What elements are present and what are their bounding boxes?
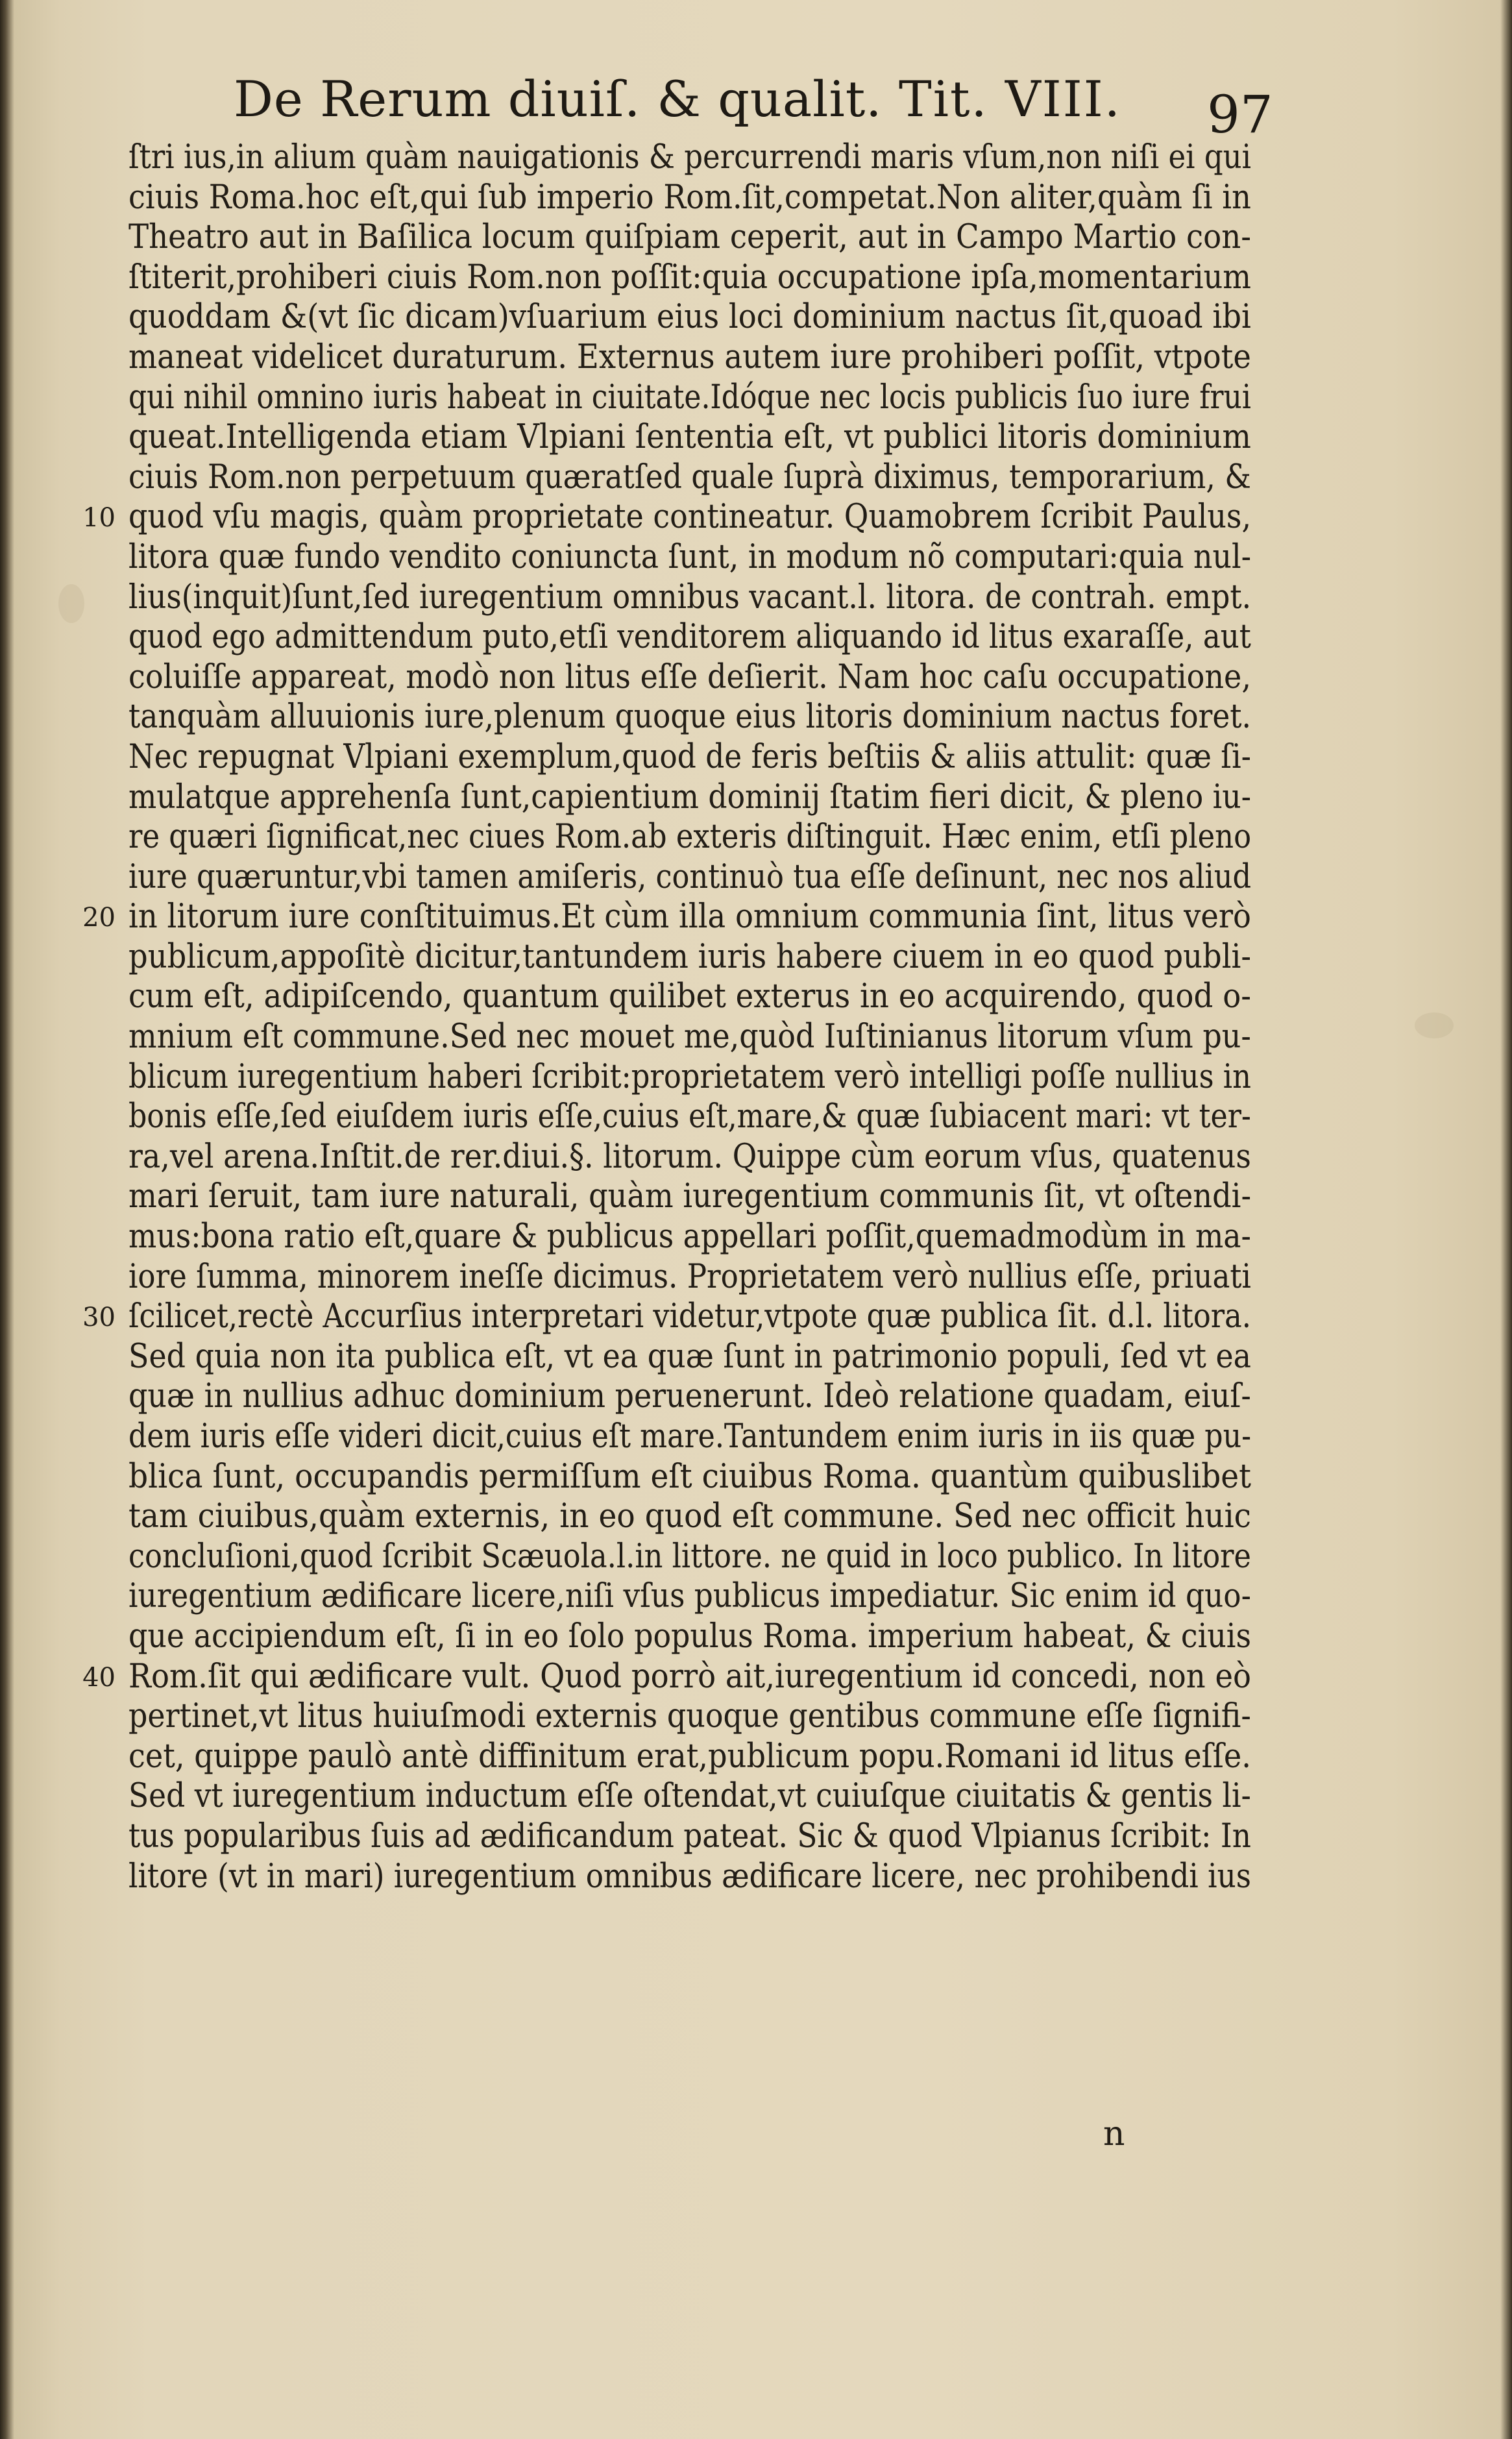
line-text: in litorum iure conſtituimus.Et cùm illa omnium communia ſint, litus verò <box>128 898 1251 937</box>
text-line <box>128 937 1348 977</box>
text-line <box>128 1617 1348 1657</box>
text-line <box>128 1817 1348 1857</box>
line-text: cum eſt, adipiſcendo, quantum quilibet exterus in eo acquirendo, quod o- <box>128 977 1252 1016</box>
line-text: quod vſu magis, quàm proprietate contineatur. Quamobrem ſcribit Paulus, <box>128 498 1252 537</box>
line-text: ſtiterit,prohiberi ciuis Rom.non poſſit:quia occupatione ipſa,momentarium <box>128 258 1252 297</box>
text-line <box>128 1857 1348 1897</box>
line-text: Nec repugnat Vlpiani exemplum,quod de feris beſtiis & aliis attulit: quæ ſi- <box>128 737 1251 776</box>
line-text: re quæri ſignificat,nec ciues Rom.ab exteris diſtinguit. Hæc enim, etſi pleno <box>128 818 1252 857</box>
text-line <box>82 1657 1348 1697</box>
text-line <box>128 258 1348 298</box>
line-text: tus popularibus ſuis ad ædificandum pateat. Sic & quod Vlpianus ſcribit: In <box>128 1817 1251 1856</box>
line-text: queat.Intelligenda etiam Vlpiani ſententia eſt, vt publici litoris dominium <box>128 418 1251 457</box>
line-number: 40 <box>82 1662 116 1693</box>
line-text: maneat videlicet duraturum. Externus autem iure prohiberi poſſit, vtpote <box>128 337 1251 376</box>
text-line <box>128 1737 1348 1777</box>
line-text: pertinet,vt litus huiuſmodi externis quoque gentibus commune eſſe ſignifi- <box>128 1697 1251 1736</box>
line-text: Theatro aut in Baſilica locum quiſpiam ceperit, aut in Campo Martio con- <box>128 218 1252 257</box>
line-text: quod ego admittendum puto,etſi venditorem aliquando id litus exaraſſe, aut <box>128 618 1251 657</box>
text-line <box>128 1137 1348 1177</box>
text-line <box>128 1417 1348 1457</box>
line-text: publicum,appoſitè dicitur,tantundem iuris habere ciuem in eo quod publi- <box>128 937 1252 976</box>
text-line <box>128 1576 1348 1617</box>
text-line <box>128 977 1348 1017</box>
text-line <box>128 1377 1348 1417</box>
text-line <box>128 817 1348 857</box>
text-line <box>128 217 1348 258</box>
line-text: litora quæ fundo vendito coniuncta ſunt, in modum nõ computari:quia nul- <box>128 537 1252 576</box>
running-head <box>234 70 1278 145</box>
line-text: Sed quia non ita publica eſt, vt ea quæ ſunt in patrimonio populi, ſed vt ea <box>128 1337 1252 1376</box>
text-line <box>128 1217 1348 1257</box>
line-text: ſcilicet,rectè Accurſius interpretari videtur,vtpote quæ publica ſit. d.l. litora. <box>128 1297 1251 1336</box>
running-head-title: De Rerum diuiſ. & qualit. <box>234 70 883 128</box>
paper-stain <box>1415 1012 1454 1038</box>
line-text: bonis eſſe,ſed eiuſdem iuris eſſe,cuius eſt,mare,& quæ ſubiacent mari: vt ter- <box>128 1097 1251 1136</box>
line-text: iure quæruntur,vbi tamen amiſeris, continuò tua eſſe deſinunt, nec nos aliud <box>128 857 1252 896</box>
running-head-section: Tit. VIII. <box>899 70 1121 128</box>
line-text: ſtri ius,in alium quàm nauigationis & percurrendi maris vſum,non niſi ei qui <box>128 138 1252 177</box>
text-line <box>128 778 1348 818</box>
text-line <box>128 657 1348 698</box>
line-text: tam ciuibus,quàm externis, in eo quod eſt commune. Sed nec officit huic <box>128 1497 1252 1536</box>
text-line <box>128 857 1348 898</box>
text-line <box>128 1697 1348 1737</box>
line-text: dem iuris eſſe videri dicit,cuius eſt mare.Tantundem enim iuris in iis quæ pu- <box>128 1417 1252 1456</box>
text-line <box>128 297 1348 337</box>
text-line <box>128 1337 1348 1377</box>
text-line <box>128 378 1348 418</box>
text-line <box>82 497 1348 537</box>
paper-stain <box>58 584 84 623</box>
text-line <box>82 1297 1348 1337</box>
text-line <box>128 737 1348 778</box>
text-line <box>82 897 1348 937</box>
body-text <box>82 138 1348 1896</box>
line-text: Sed vt iuregentium inductum eſſe oſtendat,vt cuiuſque ciuitatis & gentis li- <box>128 1777 1251 1816</box>
text-line <box>128 1097 1348 1137</box>
line-text: mari ſeruit, tam iure naturali, quàm iuregentium communis ſit, vt oſtendi- <box>128 1177 1252 1216</box>
catchword: n <box>1103 2114 1125 2153</box>
text-line <box>128 1017 1348 1057</box>
text-line <box>128 1257 1348 1297</box>
line-text: Rom.ſit qui ædificare vult. Quod porrò ait,iuregentium id concedi, non eò <box>128 1657 1252 1696</box>
text-line <box>128 178 1348 218</box>
text-line <box>128 1537 1348 1577</box>
text-line <box>128 617 1348 657</box>
line-text: qui nihil omnino iuris habeat in ciuitate.Idóque nec locis publicis ſuo iure frui <box>128 378 1251 417</box>
line-text: lius(inquit)ſunt,ſed iuregentium omnibus vacant.l. litora. de contrah. empt. <box>128 578 1252 617</box>
line-text: ciuis Roma.hoc eſt,qui ſub imperio Rom.ſit,competat.Non aliter,quàm ſi in <box>128 178 1251 217</box>
line-text: mulatque apprehenſa ſunt,capientium dominij ſtatim fieri dicit, & pleno iu- <box>128 778 1252 816</box>
line-text: cet, quippe paulò antè diffinitum erat,publicum popu.Romani id litus eſſe. <box>128 1737 1251 1776</box>
line-text: mus:bona ratio eſt,quare & publicus appellari poſſit,quemadmodùm in ma- <box>128 1218 1251 1256</box>
line-text: iuregentium ædificare licere,niſi vſus publicus impediatur. Sic enim id quo- <box>128 1577 1251 1616</box>
text-line <box>128 1457 1348 1497</box>
text-line <box>128 1776 1348 1817</box>
text-line <box>128 1497 1348 1537</box>
line-text: mnium eſt commune.Sed nec mouet me,quòd Iuſtinianus litorum vſum pu- <box>128 1018 1251 1057</box>
line-text: blicum iuregentium haberi ſcribit:proprietatem verò intelligi poſſe nullius in <box>128 1057 1251 1096</box>
text-line <box>128 537 1348 578</box>
line-text: iore ſumma, minorem ineſſe dicimus. Proprietatem verò nullius eſſe, priuati <box>128 1257 1251 1296</box>
text-line <box>128 417 1348 458</box>
text-line <box>128 458 1348 498</box>
text-line <box>128 697 1348 737</box>
line-text: coluiſſe appareat, modò non litus eſſe deſierit. Nam hoc caſu occupatione, <box>128 657 1251 696</box>
text-line <box>128 337 1348 378</box>
line-text: concluſioni,quod ſcribit Scæuola.l.in littore. ne quid in loco publico. In litore <box>128 1537 1251 1576</box>
line-number: 20 <box>82 903 116 933</box>
text-line <box>128 1177 1348 1217</box>
line-text: quoddam &(vt ſic dicam)vſuarium eius loci dominium nactus ſit,quoad ibi <box>128 298 1251 337</box>
page-number: 97 <box>1207 84 1273 145</box>
text-line <box>128 578 1348 618</box>
text-line <box>128 138 1348 178</box>
text-line <box>128 1057 1348 1097</box>
line-number: 10 <box>82 503 116 533</box>
line-text: tanquàm alluuionis iure,plenum quoque eius litoris dominium nactus foret. <box>128 698 1251 737</box>
line-text: litore (vt in mari) iuregentium omnibus ædificare licere, nec prohibendi ius <box>128 1857 1251 1896</box>
line-text: ciuis Rom.non perpetuum quæratſed quale ſuprà diximus, temporarium, & <box>128 458 1251 496</box>
line-text: ra,vel arena.Inſtit.de rer.diui.§. litorum. Quippe cùm eorum vſus, quatenus <box>128 1137 1251 1176</box>
line-text: blica ſunt, occupandis permiſſum eſt ciuibus Roma. quantùm quibuslibet <box>128 1457 1251 1496</box>
line-text: que accipiendum eſt, ſi in eo ſolo populus Roma. imperium habeat, & ciuis <box>128 1617 1252 1656</box>
line-text: quæ in nullius adhuc dominium peruenerunt. Ideò relatione quadam, eiuſ- <box>128 1377 1251 1416</box>
line-number: 30 <box>82 1303 116 1333</box>
